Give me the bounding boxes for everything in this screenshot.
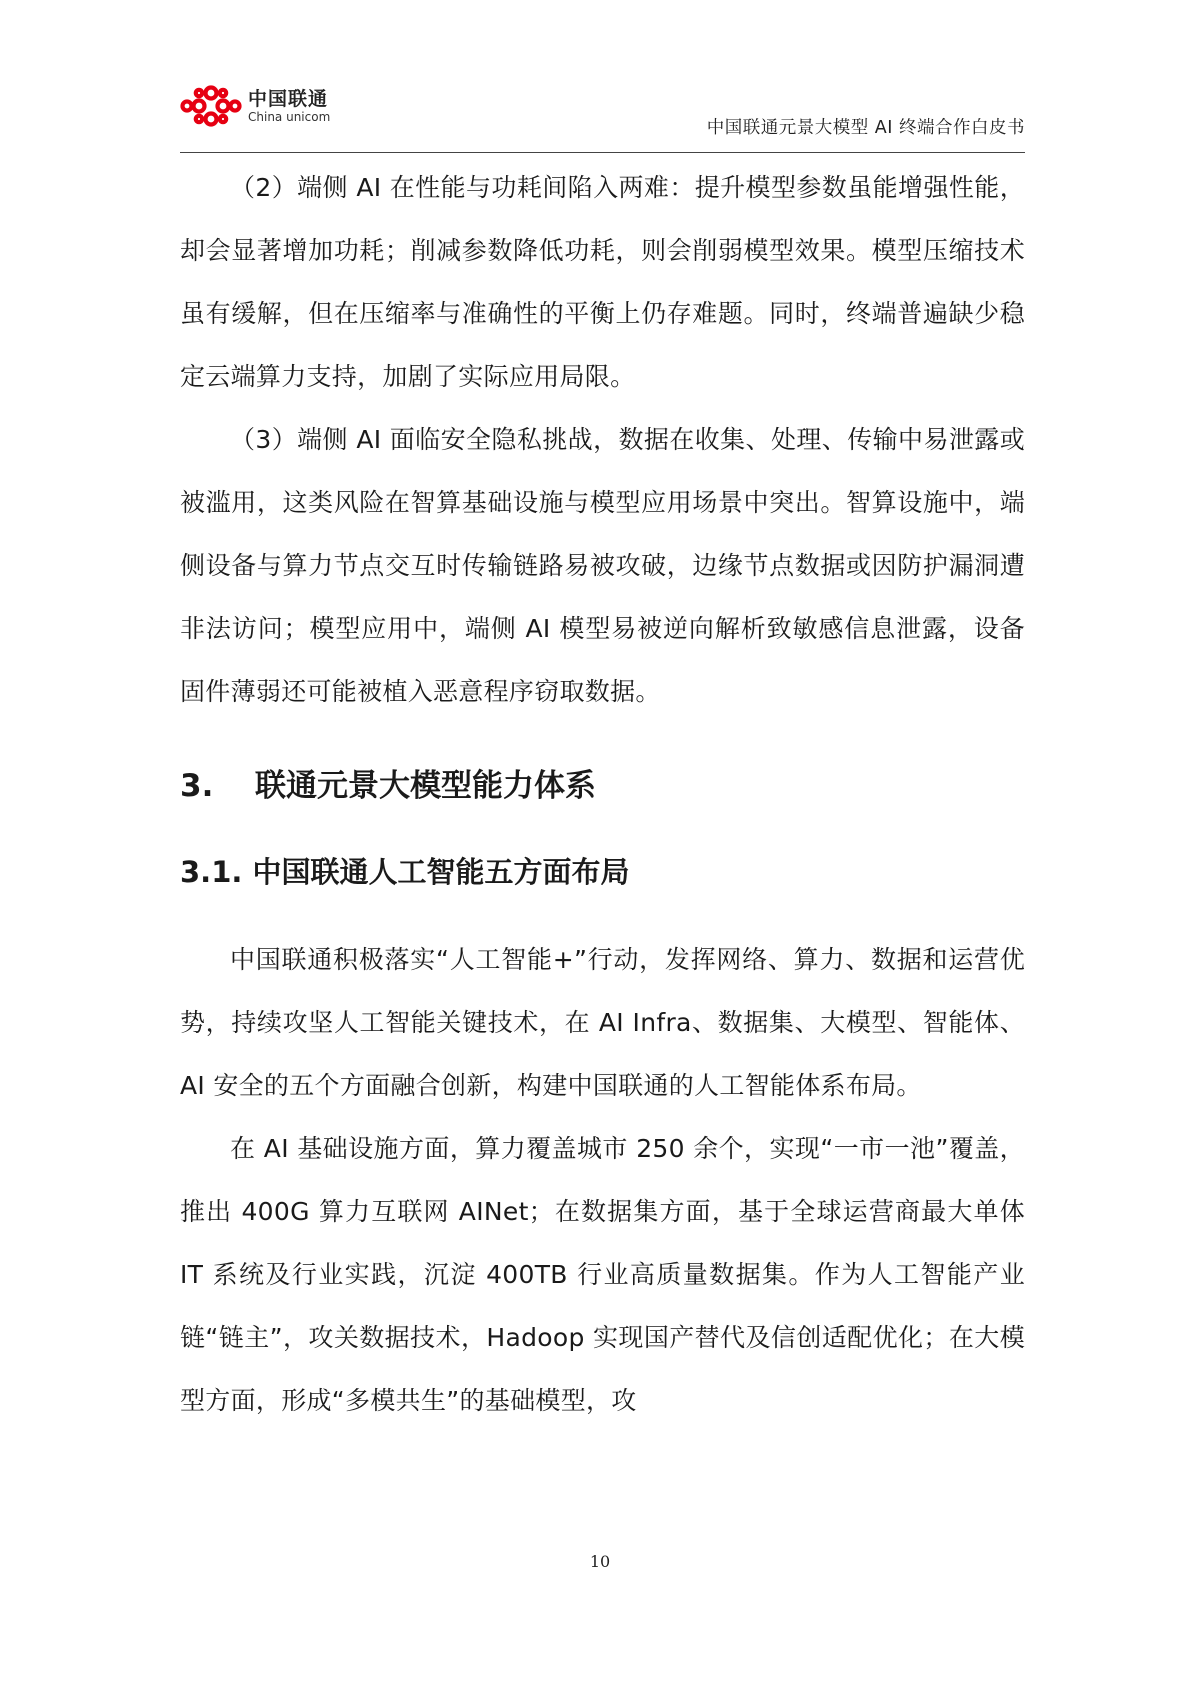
logo-english-text: China unicom — [248, 110, 331, 124]
paragraph-security-privacy: （3）端侧 AI 面临安全隐私挑战，数据在收集、处理、传输中易泄露或被滥用，这类风险在智算基础设施与模型应用场景中突出。智算设施中，端侧设备与算力节点交互时传输链路易被攻破，边缘节点数据或因防护漏洞遭非法访问；模型应用中，端侧 AI 模型易被逆向解析致敏感信息泄露，设备固件薄弱还可能被植入恶意程序窃取数据。 — [180, 425, 1025, 706]
document-title: 中国联通元景大模型 AI 终端合作白皮书 — [706, 118, 1025, 138]
china-unicom-logo — [180, 78, 350, 134]
unicom-knot-icon — [180, 84, 242, 128]
paragraph-ai-infrastructure: 在 AI 基础设施方面，算力覆盖城市 250 余个，实现“一市一池”覆盖，推出 400G 算力互联网 AINet；在数据集方面，基于全球运营商最大单体 IT 系统及行业实践，沉淀 400TB 行业高质量数据集。作为人工智能产业链“链主”，攻关数据技术，Hadoop 实现国产替代及信创适配优化；在大模型方面，形成“多模共生”的基础模型，攻 — [180, 1134, 1025, 1415]
section-heading — [180, 756, 1025, 816]
page-content — [180, 156, 1025, 1432]
paragraph-performance-power: （2）端侧 AI 在性能与功耗间陷入两难：提升模型参数虽能增强性能，却会显著增加功耗；削减参数降低功耗，则会削弱模型效果。模型压缩技术虽有缓解，但在压缩率与准确性的平衡上仍存难题。同时，终端普遍缺少稳定云端算力支持，加剧了实际应用局限。 — [180, 173, 1025, 391]
section-number: 3. — [180, 768, 214, 804]
logo-chinese-text: 中国联通 — [248, 88, 329, 110]
page-number: 10 — [589, 1552, 611, 1571]
subsection-heading: 3.1. 中国联通人工智能五方面布局 — [180, 855, 630, 889]
page-header — [180, 78, 1025, 153]
paragraph-ai-plus-action: 中国联通积极落实“人工智能+”行动，发挥网络、算力、数据和运营优势，持续攻坚人工智能关键技术，在 AI Infra、数据集、大模型、智能体、AI 安全的五个方面融合创新，构建中国联通的人工智能体系布局。 — [180, 945, 1025, 1100]
section-title: 联通元景大模型能力体系 — [255, 768, 596, 804]
